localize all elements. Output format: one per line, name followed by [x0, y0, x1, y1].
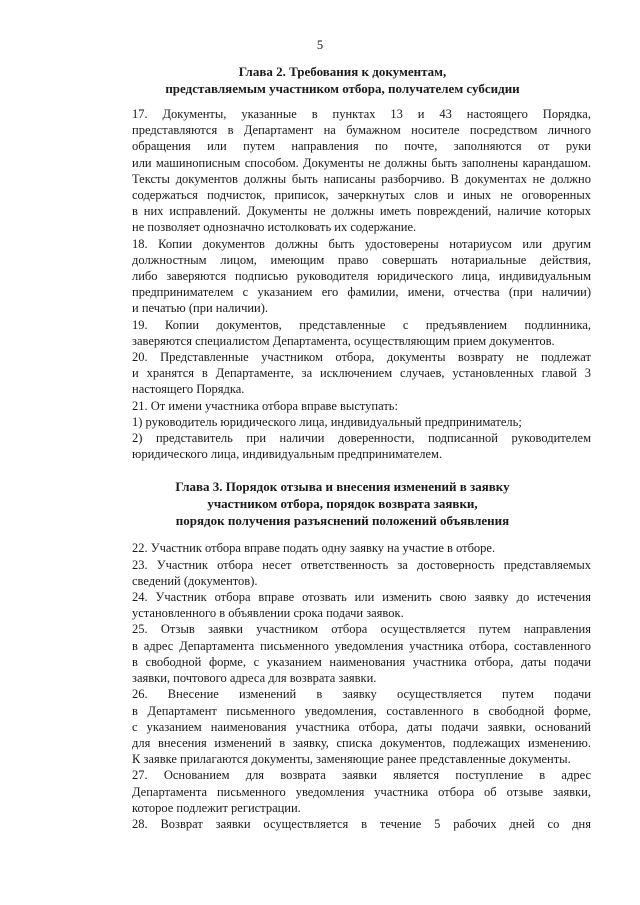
- paragraph-line: 20. Представленные участником отбора, документы возврату не подлежат: [132, 350, 591, 365]
- chapter-2-paragraph: [94, 414, 591, 430]
- chapter-3-paragraphs: [94, 540, 591, 832]
- document-body: [94, 63, 591, 832]
- chapter-3-paragraph: [94, 621, 591, 686]
- paragraph-line: с указанием наименования участника отбора, даты подачи заявки, оснований: [132, 719, 591, 734]
- paragraph-line: и хранятся в Департаменте, за исключением случаев, установленных главой 3: [132, 366, 591, 381]
- paragraph-line: 18. Копии документов должны быть удостоверены нотариусом или другим: [132, 236, 591, 251]
- chapter-2-paragraph: [94, 236, 591, 317]
- chapter-3-paragraph: [94, 816, 591, 832]
- chapter-3-heading-line-2: [94, 495, 591, 512]
- paragraph-line: предпринимателем с указанием его фамилии, имени, отчества (при наличии): [132, 285, 591, 300]
- chapter-3-paragraph: [94, 589, 591, 621]
- chapter-2-heading-line-1: [94, 63, 591, 80]
- paragraph-line: 25. Отзыв заявки участником отбора осуществляется путем направления: [132, 622, 591, 637]
- paragraph-line: 2) представитель при наличии доверенности, подписанной руководителем: [132, 431, 591, 446]
- page-number: 5: [316, 38, 324, 52]
- paragraph-line: не позволяет однозначно истолковать их содержание.: [132, 220, 417, 235]
- paragraph-line: юридического лица, индивидуальным предпринимателем.: [132, 447, 443, 462]
- paragraph-line: должностным лицом, имеющим право совершать нотариальные действия,: [132, 252, 591, 267]
- chapter-2-paragraphs: [94, 106, 591, 462]
- paragraph-line: обращения или путем направления по почте, заполняются от руки: [132, 139, 591, 154]
- paragraph-line: 23. Участник отбора несет ответственность за достоверность представляемых: [132, 557, 591, 572]
- paragraph-line: сведений (документов).: [132, 573, 258, 588]
- chapter-2-heading-line-2: [94, 80, 591, 97]
- paragraph-line: Департамента письменного уведомления участника отбора об отзыве заявки,: [132, 784, 591, 799]
- paragraph-line: 28. Возврат заявки осуществляется в течение 5 рабочих дней со дня: [132, 816, 591, 831]
- paragraph-line: или машинописным способом. Документы не должны быть заполнены карандашом.: [132, 155, 591, 170]
- chapter-2-title-line-1: Требования к документам,: [289, 64, 447, 79]
- paragraph-line: представляются в Департамент на бумажном носителе посредством личного: [132, 123, 591, 138]
- chapter-2-title-line-2: представляемым участником отбора, получателем субсидии: [165, 81, 520, 96]
- paragraph-line: установленного в объявлении срока подачи заявок.: [132, 606, 404, 621]
- paragraph-line: Тексты документов должны быть написаны разборчиво. В документах не должно: [132, 171, 591, 186]
- paragraph-line: которое подлежит регистрации.: [132, 800, 301, 815]
- paragraph-line: 22. Участник отбора вправе подать одну заявку на участие в отборе.: [132, 541, 496, 556]
- chapter-3-heading-line-3: [94, 512, 591, 529]
- chapter-2-paragraph: [94, 349, 591, 398]
- chapter-3-title-line-1: Порядок отзыва и внесения изменений в заявку: [225, 479, 510, 495]
- paragraph-line: в свободной форме, с указанием наименования участника отбора, даты подачи: [132, 654, 591, 669]
- paragraph-line: 21. От имени участника отбора вправе выступать:: [132, 398, 398, 413]
- chapter-2-paragraph: [94, 398, 591, 414]
- paragraph-line: настоящего Порядка.: [132, 382, 245, 397]
- chapter-2-paragraph: [94, 106, 591, 236]
- paragraph-line: либо заверяются подписью руководителя юридического лица, индивидуальным: [132, 269, 591, 284]
- chapter-3-prefix: Глава 3.: [175, 479, 226, 495]
- chapter-3-paragraph: [94, 686, 591, 767]
- paragraph-line: в них исправлений. Документы не должны иметь повреждений, наличие которых: [132, 204, 591, 219]
- chapter-3-heading-line-1: [94, 478, 591, 495]
- paragraph-line: 26. Внесение изменений в заявку осуществляется путем подачи: [132, 687, 591, 702]
- chapter-2-prefix: Глава 2.: [238, 64, 290, 79]
- chapter-3-title-line-3: порядок получения разъяснений положений объявления: [175, 513, 510, 529]
- paragraph-line: содержаться подчисток, приписок, зачеркнутых слов и иных не оговоренных: [132, 188, 591, 203]
- chapter-2-paragraph: [94, 430, 591, 462]
- chapter-3-paragraph: [94, 540, 591, 556]
- chapter-3-title-line-2: участником отбора, порядок возврата заявки,: [207, 496, 478, 512]
- paragraph-line: заверяются специалистом Департамента, осуществляющим прием документов.: [132, 333, 555, 348]
- paragraph-line: 19. Копии документов, представленные с предъявлением подлинника,: [132, 317, 591, 332]
- paragraph-line: в Департамент письменного уведомления, составленного в свободной форме,: [132, 703, 591, 718]
- chapter-3-paragraph: [94, 557, 591, 589]
- paragraph-line: 1) руководитель юридического лица, индивидуальный предприниматель;: [132, 414, 522, 429]
- paragraph-line: 27. Основанием для возврата заявки является поступление в адрес: [132, 768, 591, 783]
- chapter-2-heading: [94, 63, 591, 97]
- chapter-3-heading: [94, 478, 591, 529]
- paragraph-line: для внесения изменений в заявку, списка документов, подлежащих изменению.: [132, 735, 591, 750]
- paragraph-line: 17. Документы, указанные в пунктах 13 и 43 настоящего Порядка,: [132, 107, 591, 121]
- chapter-3-paragraph: [94, 767, 591, 816]
- paragraph-line: 24. Участник отбора вправе отозвать или изменить свою заявку до истечения: [132, 590, 591, 605]
- paragraph-line: и печатью (при наличии).: [132, 301, 269, 316]
- paragraph-line: в адрес Департамента письменного уведомления участника отбора, составленного: [132, 638, 591, 653]
- paragraph-line: заявки, почтового адреса для возврата заявки.: [132, 671, 377, 686]
- chapter-2-paragraph: [94, 317, 591, 349]
- paragraph-line: К заявке прилагаются документы, заменяющие ранее представленные документы.: [132, 752, 571, 767]
